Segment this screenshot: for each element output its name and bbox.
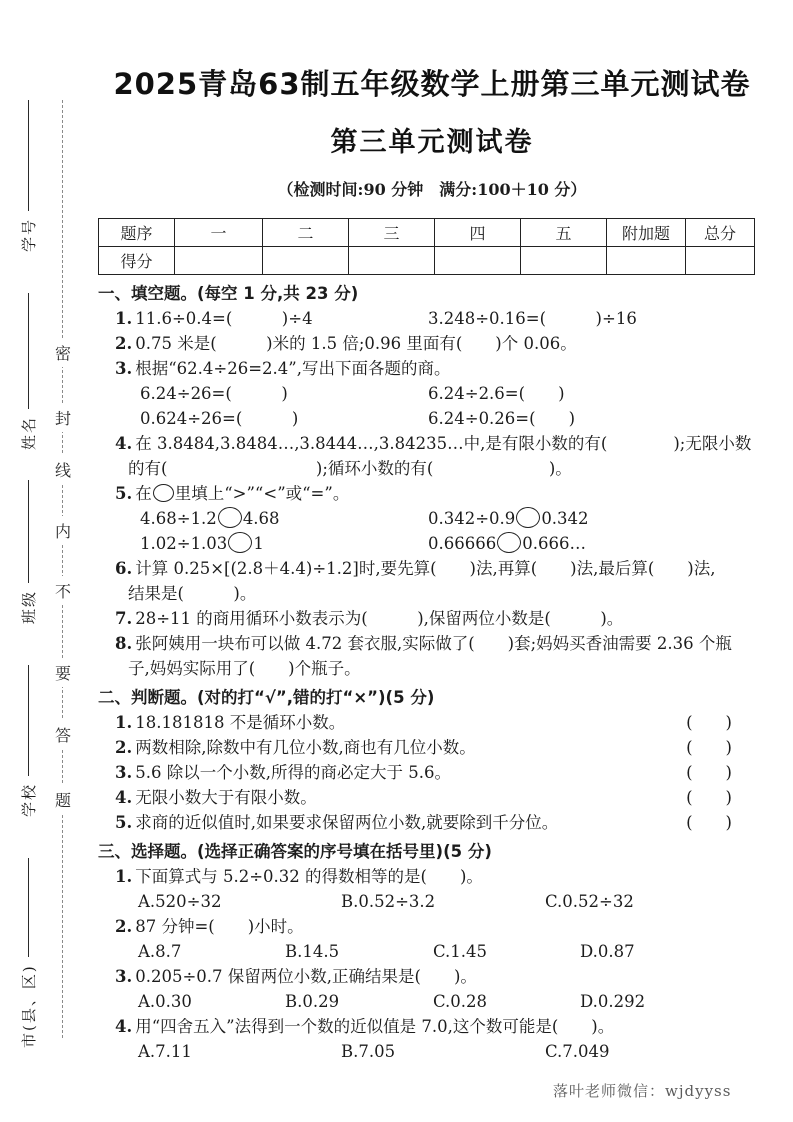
compare-right-b: 0.342 <box>541 509 589 528</box>
fill-q6-text2: 结果是( )。 <box>128 584 257 603</box>
question-number: 8. <box>115 634 133 653</box>
answer-bracket: ( ) <box>686 788 732 807</box>
answer-bracket: ( ) <box>686 813 732 832</box>
fill-q5-line <box>98 481 766 506</box>
fill-q6-text1: 计算 0.25×[(2.8＋4.4)÷1.2]时,要先算( )法,再算( )法,最后算( )法, <box>135 559 716 578</box>
compare-left-a: 1.02÷1.03 <box>140 534 228 553</box>
judge-item <box>98 810 766 835</box>
fill-q5-suffix: 里填上“>”“<”或“=”。 <box>174 484 350 503</box>
choice-q4-text: 用“四舍五入”法得到一个数的近似值是 7.0,这个数可能是( )。 <box>135 1017 615 1036</box>
score-header-cell: 五 <box>521 219 607 247</box>
fill-q5-prefix: 在 <box>135 484 152 503</box>
option-a: A.8.7 <box>138 942 182 961</box>
question-number: 5. <box>115 484 133 503</box>
score-header-cell: 总分 <box>686 219 755 247</box>
compare-right <box>428 506 589 531</box>
fill-q3-expr: 6.24÷26=( ) <box>140 384 288 403</box>
write-blank-line <box>28 480 29 583</box>
fill-q8-text1: 张阿姨用一块布可以做 4.72 套衣服,实际做了( )套;妈妈买香油需要 2.36 个瓶 <box>135 634 732 653</box>
option-b: B.0.52÷3.2 <box>341 892 436 911</box>
seal-dashed-line <box>62 100 63 1038</box>
score-empty-cell <box>521 247 607 275</box>
fill-q7-text: 28÷11 的商用循环小数表示为( ),保留两位小数是( )。 <box>135 609 624 628</box>
fill-q2-text: 0.75 米是( )米的 1.5 倍;0.96 里面有( )个 0.06。 <box>135 334 577 353</box>
seal-char: 不 <box>53 576 73 605</box>
paper-subtitle: 第三单元测试卷 <box>330 127 534 158</box>
question-number: 2. <box>115 738 133 757</box>
question-number: 3. <box>115 763 133 782</box>
fill-q2-line <box>98 331 766 356</box>
seal-char: 要 <box>53 658 73 687</box>
compare-right-a: 0.66666 <box>428 534 497 553</box>
question-number: 3. <box>115 359 133 378</box>
compare-right <box>428 531 586 556</box>
option-a: A.520÷32 <box>138 892 222 911</box>
choice-q4-options <box>98 1039 766 1064</box>
compare-right-a: 0.342÷0.9 <box>428 509 516 528</box>
judge-text: 18.181818 不是循环小数。 <box>135 713 346 732</box>
seal-char: 封 <box>53 403 73 432</box>
score-empty-cell <box>435 247 521 275</box>
question-number: 4. <box>115 788 133 807</box>
compare-left-b: 4.68 <box>242 509 280 528</box>
fill-q3-text: 根据“62.4÷26=2.4”,写出下面各题的商。 <box>135 359 451 378</box>
section-choice-heading: 三、选择题。(选择正确答案的序号填在括号里)(5 分) <box>98 842 492 861</box>
teacher-wechat-watermark: 落叶老师微信：wjdyyss <box>553 1082 732 1100</box>
fill-q1-right: 3.248÷0.16=( )÷16 <box>428 309 637 328</box>
fill-q1-left: 11.6÷0.4=( )÷4 <box>135 309 313 328</box>
score-empty-cell <box>349 247 435 275</box>
question-number: 6. <box>115 559 133 578</box>
write-blank-line <box>28 858 29 957</box>
fill-q8-line1 <box>98 631 766 656</box>
choice-q1-line <box>98 864 766 889</box>
score-empty-cell <box>607 247 686 275</box>
score-empty-cell <box>263 247 349 275</box>
student-field-name <box>16 293 40 450</box>
question-number: 2. <box>115 334 133 353</box>
choice-q4-line <box>98 1014 766 1039</box>
question-number: 7. <box>115 609 133 628</box>
seal-char: 题 <box>53 785 73 814</box>
fill-q3-line <box>98 356 766 381</box>
judge-item <box>98 710 766 735</box>
fill-q8-text2: 子,妈妈实际用了( )个瓶子。 <box>128 659 361 678</box>
score-header-cell: 二 <box>263 219 349 247</box>
page-title: 2025青岛63制五年级数学上册第三单元测试卷 <box>113 67 751 101</box>
judge-item <box>98 760 766 785</box>
option-c: C.1.45 <box>433 942 488 961</box>
section-judge-heading: 二、判断题。(对的打“√”,错的打“×”)(5 分) <box>98 688 435 707</box>
circle-blank-icon <box>228 532 252 553</box>
option-a: A.0.30 <box>138 992 192 1011</box>
choice-q1-options <box>98 889 766 914</box>
fill-q7-line <box>98 606 766 631</box>
choice-q2-options <box>98 939 766 964</box>
compare-left-b: 1 <box>253 534 264 553</box>
question-number: 4. <box>115 434 133 453</box>
judge-text: 5.6 除以一个小数,所得的商必定大于 5.6。 <box>135 763 451 782</box>
option-b: B.0.29 <box>285 992 340 1011</box>
answer-bracket: ( ) <box>686 738 732 757</box>
score-empty-cell <box>686 247 755 275</box>
circle-blank-icon <box>516 507 540 528</box>
student-field-class <box>16 480 40 624</box>
answer-bracket: ( ) <box>686 713 732 732</box>
fill-q3-sub-row <box>98 406 766 431</box>
question-number: 5. <box>115 813 133 832</box>
circle-blank-icon <box>218 507 242 528</box>
fill-q3-expr: 6.24÷0.26=( ) <box>428 409 576 428</box>
field-label-student-id: 学号 <box>19 217 38 252</box>
option-c: C.0.52÷32 <box>545 892 634 911</box>
fill-q6-line2 <box>98 581 766 606</box>
judge-item <box>98 735 766 760</box>
score-empty-cell <box>175 247 263 275</box>
fill-q4-text2: 的有( );循环小数的有( )。 <box>128 459 572 478</box>
question-number: 1. <box>115 867 133 886</box>
choice-q1-text: 下面算式与 5.2÷0.32 的得数相等的是( )。 <box>135 867 483 886</box>
option-d: D.0.292 <box>580 992 646 1011</box>
seal-line-rail <box>53 100 73 1038</box>
seal-char: 线 <box>53 455 73 484</box>
option-c: C.0.28 <box>433 992 488 1011</box>
paper-content <box>98 64 766 1064</box>
compare-left-a: 4.68÷1.2 <box>140 509 217 528</box>
option-d: D.0.87 <box>580 942 635 961</box>
judge-text: 两数相除,除数中有几位小数,商也有几位小数。 <box>135 738 476 757</box>
fill-q4-text1: 在 3.8484,3.8484…,3.8444…,3.84235…中,是有限小数的有( );无限小数 <box>135 434 752 453</box>
question-number: 3. <box>115 967 133 986</box>
field-label-class: 班级 <box>19 589 38 624</box>
field-label-city: 市(县、区) <box>19 964 38 1048</box>
fill-q6-line1 <box>98 556 766 581</box>
field-label-school: 学校 <box>19 782 38 817</box>
fill-q3-expr: 6.24÷2.6=( ) <box>428 384 565 403</box>
student-field-city <box>16 858 40 1048</box>
score-table-score-row <box>99 247 755 275</box>
score-header-cell: 四 <box>435 219 521 247</box>
question-number: 2. <box>115 917 133 936</box>
option-b: B.14.5 <box>285 942 340 961</box>
option-b: B.7.05 <box>341 1042 396 1061</box>
score-row-label: 得分 <box>99 247 175 275</box>
score-table-header-row <box>99 219 755 247</box>
exam-info: （检测时间:90 分钟 满分:100＋10 分） <box>277 180 587 199</box>
judge-text: 无限小数大于有限小数。 <box>135 788 317 807</box>
choice-q3-text: 0.205÷0.7 保留两位小数,正确结果是( )。 <box>135 967 477 986</box>
score-header-cell: 附加题 <box>607 219 686 247</box>
choice-q2-text: 87 分钟=( )小时。 <box>135 917 304 936</box>
circle-blank-icon <box>153 484 174 502</box>
fill-q5-row <box>98 531 766 556</box>
choice-q3-line <box>98 964 766 989</box>
fill-q3-sub-row <box>98 381 766 406</box>
fill-q8-line2 <box>98 656 766 681</box>
fill-q5-row <box>98 506 766 531</box>
score-header-cell: 一 <box>175 219 263 247</box>
fill-q3-expr: 0.624÷26=( ) <box>140 409 299 428</box>
answer-bracket: ( ) <box>686 763 732 782</box>
seal-char: 答 <box>53 720 73 749</box>
student-field-school <box>16 665 40 817</box>
seal-char: 密 <box>53 338 73 367</box>
judge-text: 求商的近似值时,如果要求保留两位小数,就要除到千分位。 <box>135 813 559 832</box>
field-label-name: 姓名 <box>19 415 38 450</box>
section-fill-heading: 一、填空题。(每空 1 分,共 23 分) <box>98 284 359 303</box>
score-table <box>98 218 755 275</box>
score-header-cell: 三 <box>349 219 435 247</box>
seal-char: 内 <box>53 516 73 545</box>
choice-q2-line <box>98 914 766 939</box>
fill-q1-line <box>98 306 766 331</box>
option-c: C.7.049 <box>545 1042 610 1061</box>
fill-q4-line1 <box>98 431 766 456</box>
write-blank-line <box>28 100 29 211</box>
write-blank-line <box>28 293 29 409</box>
student-field-id <box>16 100 40 252</box>
question-number: 1. <box>115 309 133 328</box>
judge-item <box>98 785 766 810</box>
fill-q4-line2 <box>98 456 766 481</box>
question-number: 4. <box>115 1017 133 1036</box>
circle-blank-icon <box>497 532 521 553</box>
option-a: A.7.11 <box>138 1042 192 1061</box>
compare-right-b: 0.666… <box>522 534 586 553</box>
write-blank-line <box>28 665 29 776</box>
choice-q3-options <box>98 989 766 1014</box>
question-number: 1. <box>115 713 133 732</box>
score-header-cell: 题序 <box>99 219 175 247</box>
